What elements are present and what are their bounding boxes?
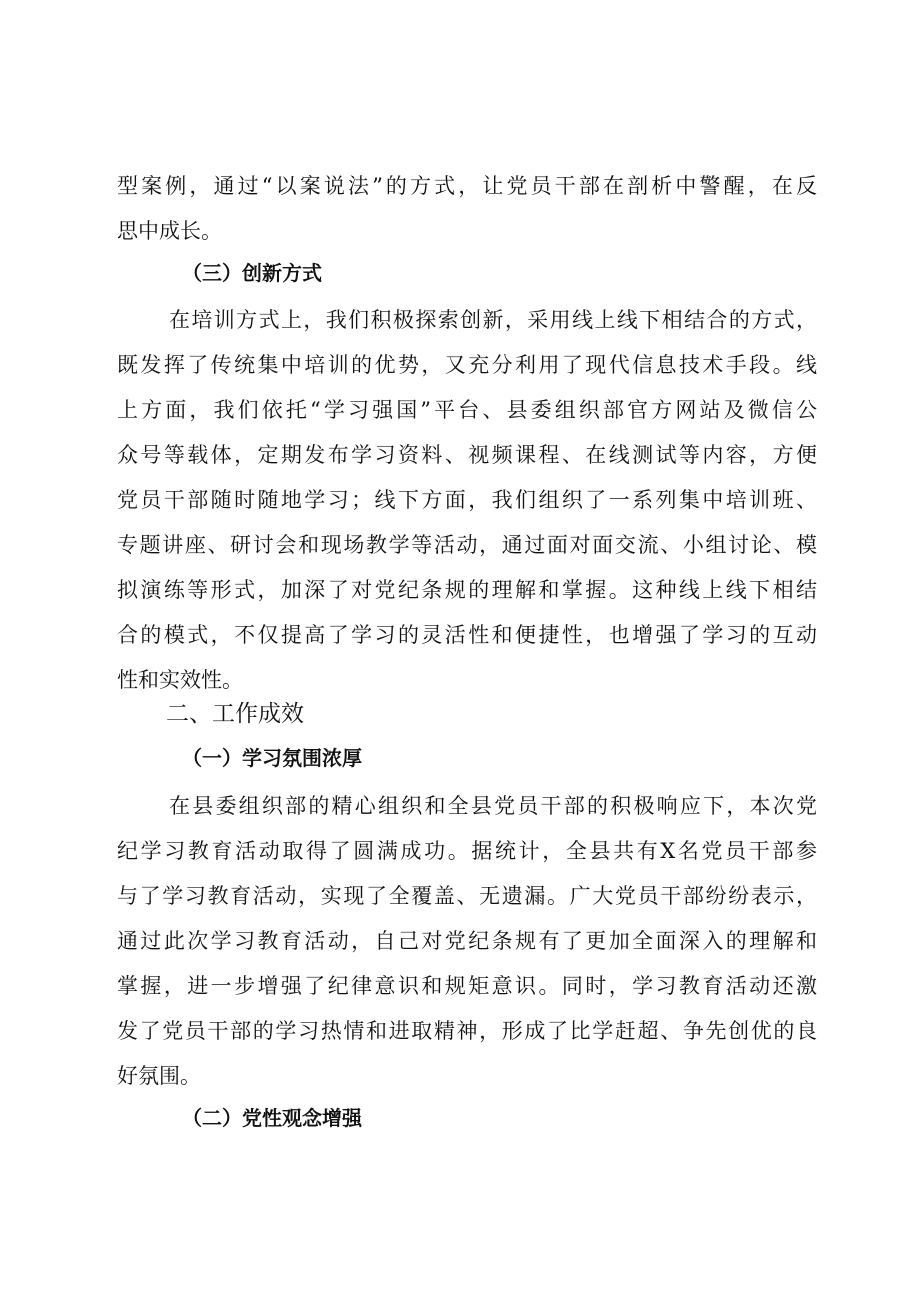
paragraph-line: 众号等载体，定期发布学习资料、视频课程、在线测试等内容，方便 [117,443,817,467]
paragraph-line: 好氛围。 [117,1064,201,1088]
paragraph-line: 与了学习教育活动，实现了全覆盖、无遗漏。广大党员干部纷纷表示， [117,884,817,908]
paragraph-line: 在县委组织部的精心组织和全县党员干部的积极响应下，本次党 [169,794,817,818]
paragraph-line: 专题讲座、研讨会和现场教学等活动，通过面对面交流、小组讨论、模 [117,533,817,557]
paragraph-line: 拟演练等形式，加深了对党纪条规的理解和掌握。这种线上线下相结 [117,578,817,602]
paragraph-line: 纪学习教育活动取得了圆满成功。据统计，全县共有X名党员干部参 [117,839,817,863]
paragraph-line: 思中成长。 [117,219,222,243]
paragraph-line: 合的模式，不仅提高了学习的灵活性和便捷性，也增强了学习的互动 [117,623,817,647]
paragraph-case-study [117,164,817,254]
paragraph-innovation [117,298,817,703]
section-heading-innovation: （三）创新方式 [182,261,322,285]
paragraph-atmosphere [117,784,817,1099]
paragraph-line: 型案例，通过“以案说法”的方式，让党员干部在剖析中警醒，在反 [117,174,817,198]
section-heading-atmosphere: （一）学习氛围浓厚 [182,746,362,770]
section-heading-party-spirit: （二）党性观念增强 [182,1106,362,1130]
paragraph-line: 党员干部随时随地学习；线下方面，我们组织了一系列集中培训班、 [117,488,817,512]
paragraph-line: 发了党员干部的学习热情和进取精神，形成了比学赶超、争先创优的良 [117,1019,817,1043]
paragraph-line: 掌握，进一步增强了纪律意识和规矩意识。同时，学习教育活动还激 [117,974,817,998]
paragraph-line: 既发挥了传统集中培训的优势，又充分利用了现代信息技术手段。线 [117,353,817,377]
paragraph-line: 上方面，我们依托“学习强国”平台、县委组织部官方网站及微信公 [117,398,817,422]
paragraph-line: 通过此次学习教育活动，自己对党纪条规有了更加全面深入的理解和 [117,929,817,953]
paragraph-line: 性和实效性。 [117,668,243,692]
section-heading-results: 二、工作成效 [166,701,304,727]
paragraph-line: 在培训方式上，我们积极探索创新，采用线上线下相结合的方式， [169,308,817,332]
